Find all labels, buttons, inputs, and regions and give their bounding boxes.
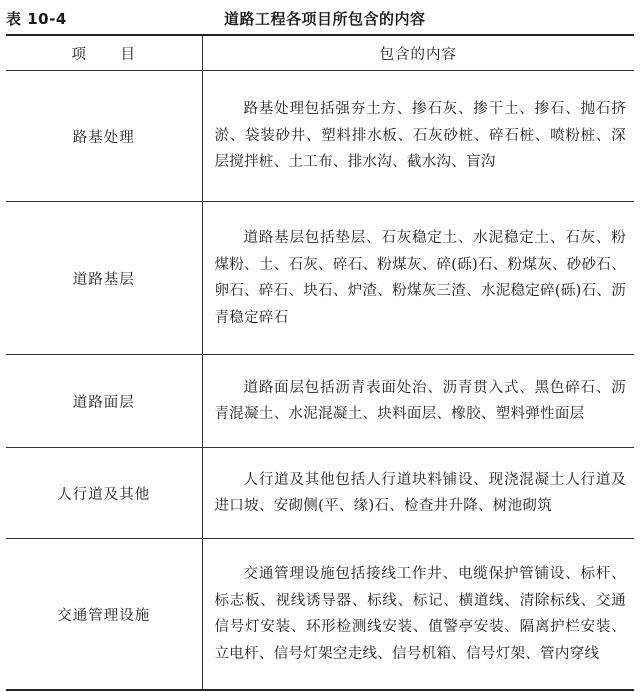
header-content: 包含的内容	[202, 35, 634, 71]
row-item-content: 道路面层包括沥青表面处治、沥青贯入式、黑色碎石、沥青混凝土、水泥混凝土、块料面层、橡胶、塑料弹性面层	[202, 355, 634, 448]
header-item: 项 目	[6, 35, 202, 71]
table-row	[6, 539, 634, 691]
table-row	[6, 71, 634, 202]
row-item-name: 路基处理	[6, 71, 202, 202]
row-item-content: 人行道及其他包括人行道块料铺设、现浇混凝土人行道及进口坡、安砌侧(平、缘)石、检查井升降、树池砌筑	[202, 448, 634, 539]
row-item-content: 交通管理设施包括接线工作井、电缆保护管铺设、标杆、标志板、视线诱导器、标线、标记、横道线、清除标线、交通信号灯安装、环形检测线安装、值警亭安装、隔离护栏安装、立电杆、信号灯架空走线、信号机箱、信号灯架、管内穿线	[202, 539, 634, 691]
table-title: 道路工程各项目所包含的内容	[224, 10, 426, 28]
road-works-table	[6, 34, 634, 691]
table-row	[6, 355, 634, 448]
header-row	[6, 35, 634, 71]
table-number: 表 10-4	[6, 10, 67, 28]
row-item-name: 交通管理设施	[6, 539, 202, 691]
table-row	[6, 448, 634, 539]
row-item-name: 人行道及其他	[6, 448, 202, 539]
row-item-name: 道路面层	[6, 355, 202, 448]
row-item-content: 道路基层包括垫层、石灰稳定土、水泥稳定土、石灰、粉煤粉、土、石灰、碎石、粉煤灰、碎(砾)石、粉煤灰、砂砂石、卵石、碎石、块石、炉渣、粉煤灰三渣、水泥稳定碎(砾)石、沥青稳定碎石	[202, 202, 634, 355]
table-row	[6, 202, 634, 355]
table-caption	[6, 6, 634, 30]
row-item-content: 路基处理包括强夯土方、掺石灰、掺干土、掺石、抛石挤淤、袋装砂井、塑料排水板、石灰砂桩、碎石桩、喷粉桩、深层搅拌桩、土工布、排水沟、截水沟、盲沟	[202, 71, 634, 202]
row-item-name: 道路基层	[6, 202, 202, 355]
